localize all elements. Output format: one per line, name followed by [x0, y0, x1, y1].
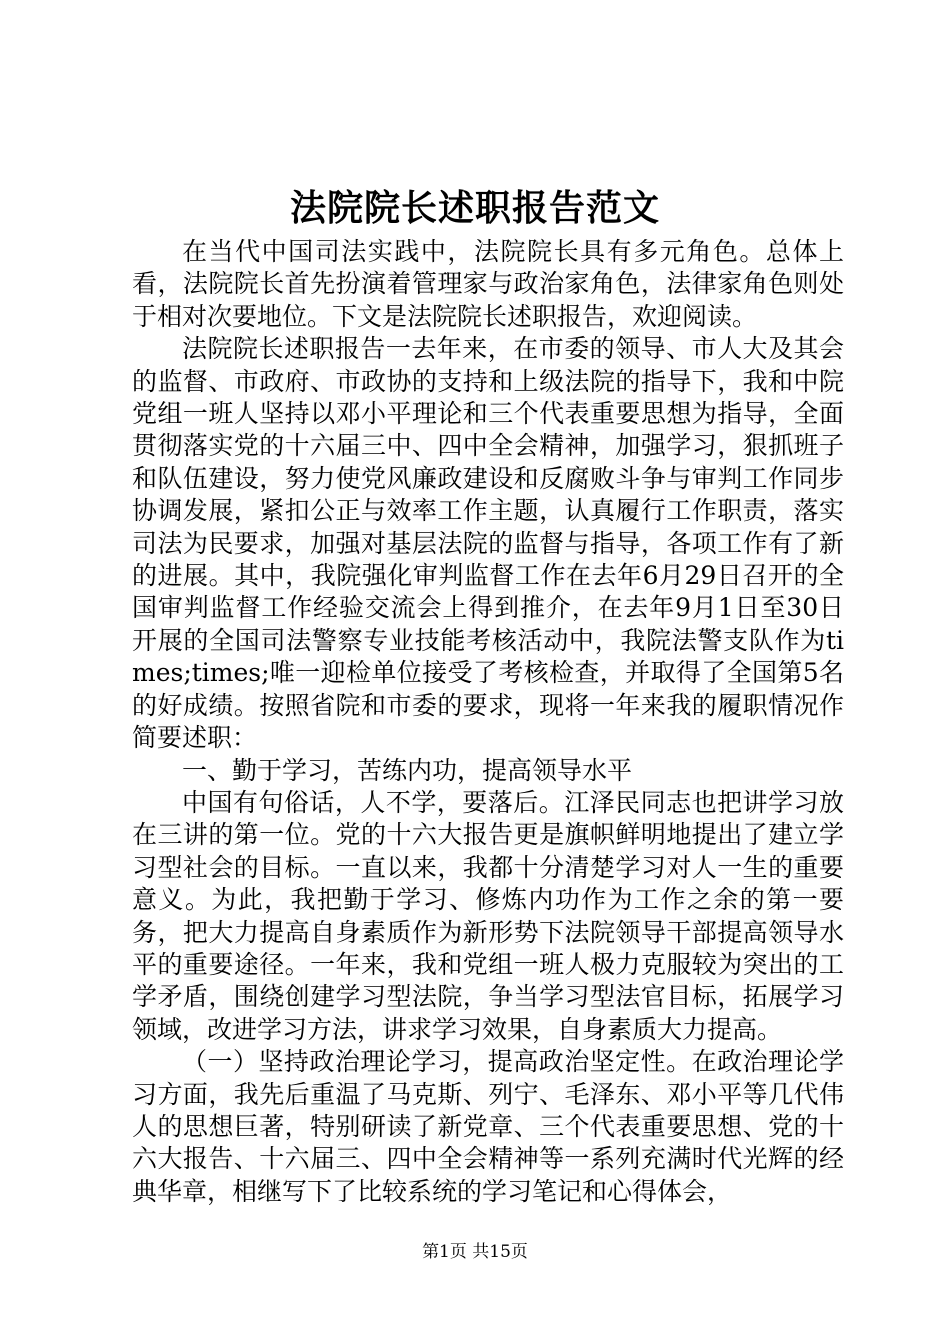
intro-paragraph: 在当代中国司法实践中，法院院长具有多元角色。总体上看，法院院长首先扮演着管理家与政治家角色，法律家角色则处于相对次要地位。下文是法院院长述职报告，欢迎阅读。	[132, 237, 844, 331]
political-study-paragraph: （一）坚持政治理论学习，提高政治坚定性。在政治理论学习方面，我先后重温了马克斯、列宁、毛泽东、邓小平等几代伟人的思想巨著，特别研读了新党章、三个代表重要思想、党的十六大报告、十六届三、四中全会精神等一系列充满时代光辉的经典华章，相继写下了比较系统的学习笔记和心得体会，	[132, 1047, 844, 1206]
document-body	[132, 236, 844, 1208]
section-heading: 一、勤于学习，苦练内功，提高领导水平	[182, 755, 633, 785]
report-paragraph: 法院院长述职报告一去年来，在市委的领导、市人大及其会的监督、市政府、市政协的支持和上级法院的指导下，我和中院党组一班人坚持以邓小平理论和三个代表重要思想为指导，全面贯彻落实党的十六届三中、四中全会精神，加强学习，狠抓班子和队伍建设，努力使党风廉政建设和反腐败斗争与审判工作同步协调发展，紧扣公正与效率工作主题，认真履行工作职责，落实司法为民要求，加强对基层法院的监督与指导，各项工作有了新的进展。其中，我院强化审判监督工作在去年6月29日召开的全国审判监督工作经验交流会上得到推介，在去年9月1日至30日开展的全国司法警察专业技能考核活动中，我院法警支队作为times;times;唯一迎检单位接受了考核检查，并取得了全国第5名的好成绩。按照省院和市委的要求，现将一年来我的履职情况作简要述职：	[132, 334, 844, 753]
page-footer: 第1页 共15页	[422, 1242, 528, 1262]
study-paragraph: 中国有句俗话，人不学，要落后。江泽民同志也把讲学习放在三讲的第一位。党的十六大报告更是旗帜鲜明地提出了建立学习型社会的目标。一直以来，我都十分清楚学习对人一生的重要意义。为此，我把勤于学习、修炼内功作为工作之余的第一要务，把大力提高自身素质作为新形势下法院领导干部提高领导水平的重要途径。一年来，我和党组一班人极力克服较为突出的工学矛盾，围绕创建学习型法院，争当学习型法官目标，拓展学习领域，改进学习方法，讲求学习效果，自身素质大力提高。	[132, 787, 844, 1044]
document-title: 法院院长述职报告范文	[289, 187, 660, 229]
